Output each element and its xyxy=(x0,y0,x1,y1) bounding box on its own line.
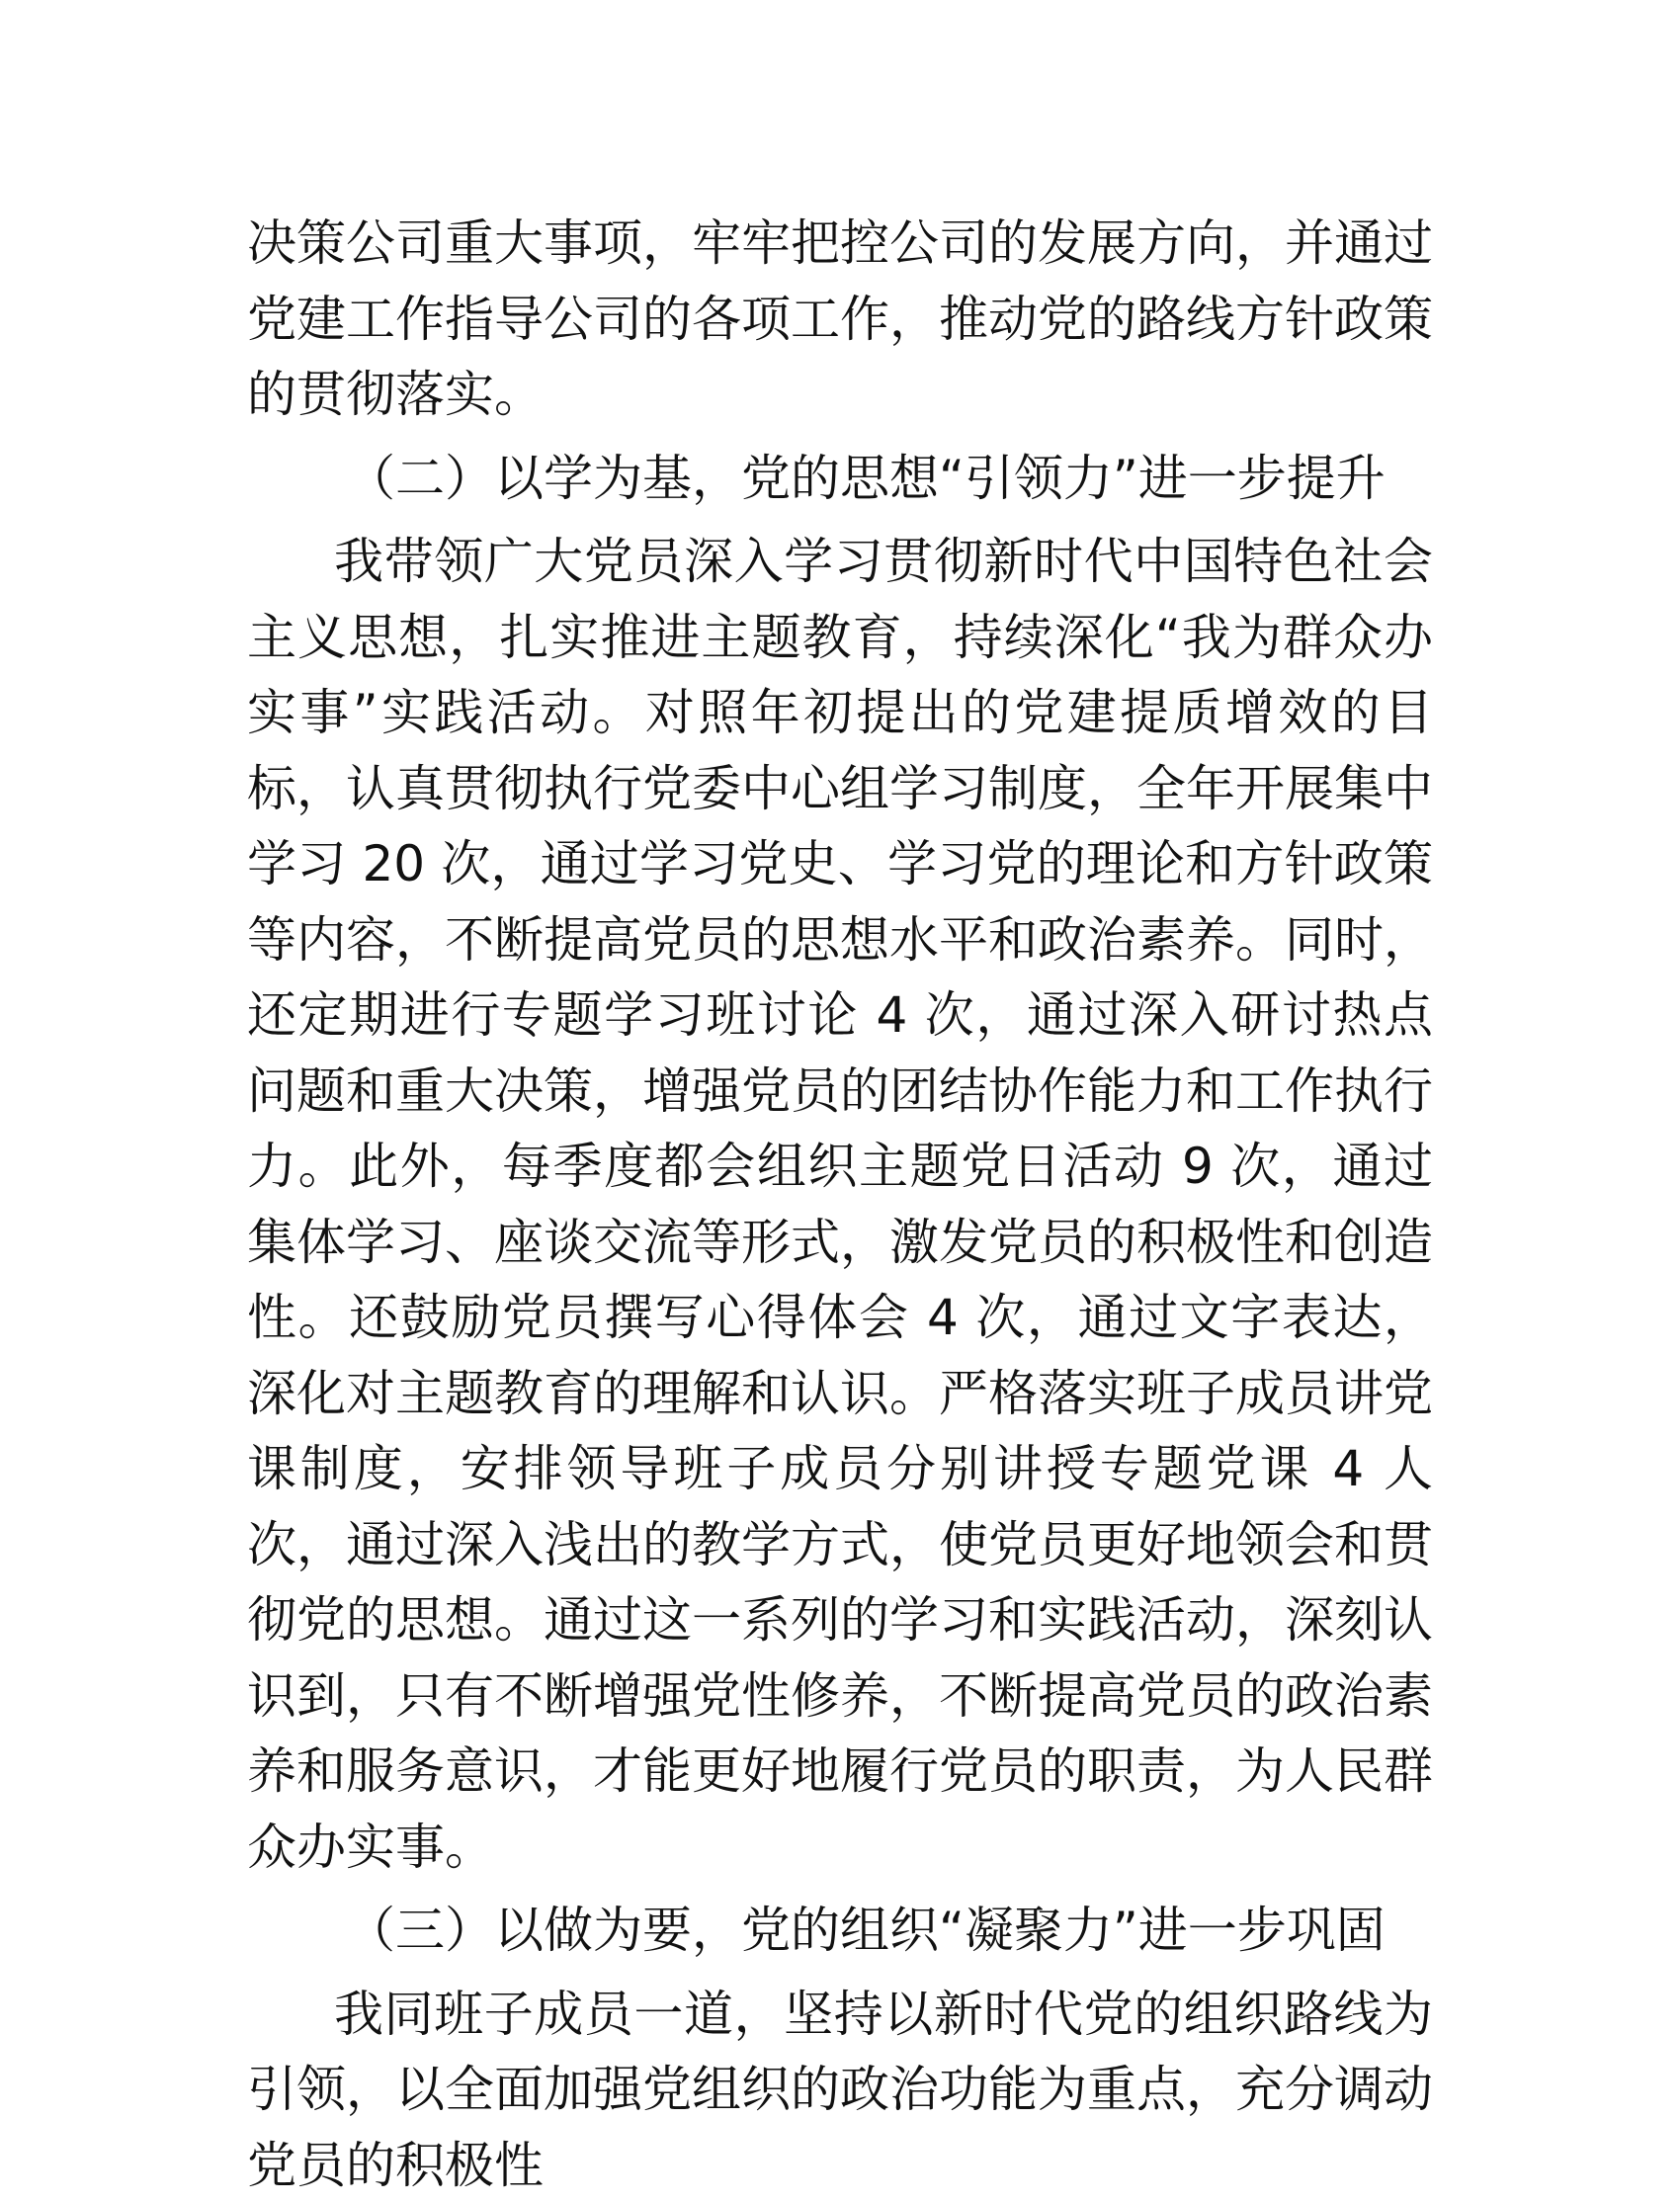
paragraph-gap xyxy=(247,433,1433,441)
paragraph-gap xyxy=(247,1885,1433,1893)
body-paragraph-study: 我带领广大党员深入学习贯彻新时代中国特色社会主义思想，扎实推进主题教育，持续深化“我为群众办实事”实践活动。对照年初提出的党建提质增效的目标，认真贯彻执行党委中心组学习制度，全年开展集中学习 20 次，通过学习党史、学习党的理论和方针政策等内容，不断提高党员的思想水平和政治素养。同时，还定期进行专题学习班讨论 4 次，通过深入研讨热点问题和重大决策，增强党员的团结协作能力和工作执行力。此外，每季度都会组织主题党日活动 9 次，通过集体学习、座谈交流等形式，激发党员的积极性和创造性。还鼓励党员撰写心得体会 4 次，通过文字表达，深化对主题教育的理解和认识。严格落实班子成员讲党课制度，安排领导班子成员分别讲授专题党课 4 人次，通过深入浅出的教学方式，使党员更好地领会和贯彻党的思想。通过这一系列的学习和实践活动，深刻认识到，只有不断增强党性修养，不断提高党员的政治素养和服务意识，才能更好地履行党员的职责，为人民群众办实事。 xyxy=(247,524,1433,1885)
paragraph-gap xyxy=(247,1969,1433,1977)
section-heading-2: （二）以学为基，党的思想“引领力”进一步提升 xyxy=(247,441,1433,517)
body-paragraph-organization: 我同班子成员一道，坚持以新时代党的组织路线为引领，以全面加强党组织的政治功能为重点，充分调动党员的积极性 xyxy=(247,1977,1433,2203)
section-heading-3: （三）以做为要，党的组织“凝聚力”进一步巩固 xyxy=(247,1893,1433,1969)
document-page xyxy=(247,206,1433,2203)
body-paragraph-continuation: 决策公司重大事项，牢牢把控公司的发展方向，并通过党建工作指导公司的各项工作，推动党的路线方针政策的贯彻落实。 xyxy=(247,206,1433,433)
paragraph-gap xyxy=(247,516,1433,524)
